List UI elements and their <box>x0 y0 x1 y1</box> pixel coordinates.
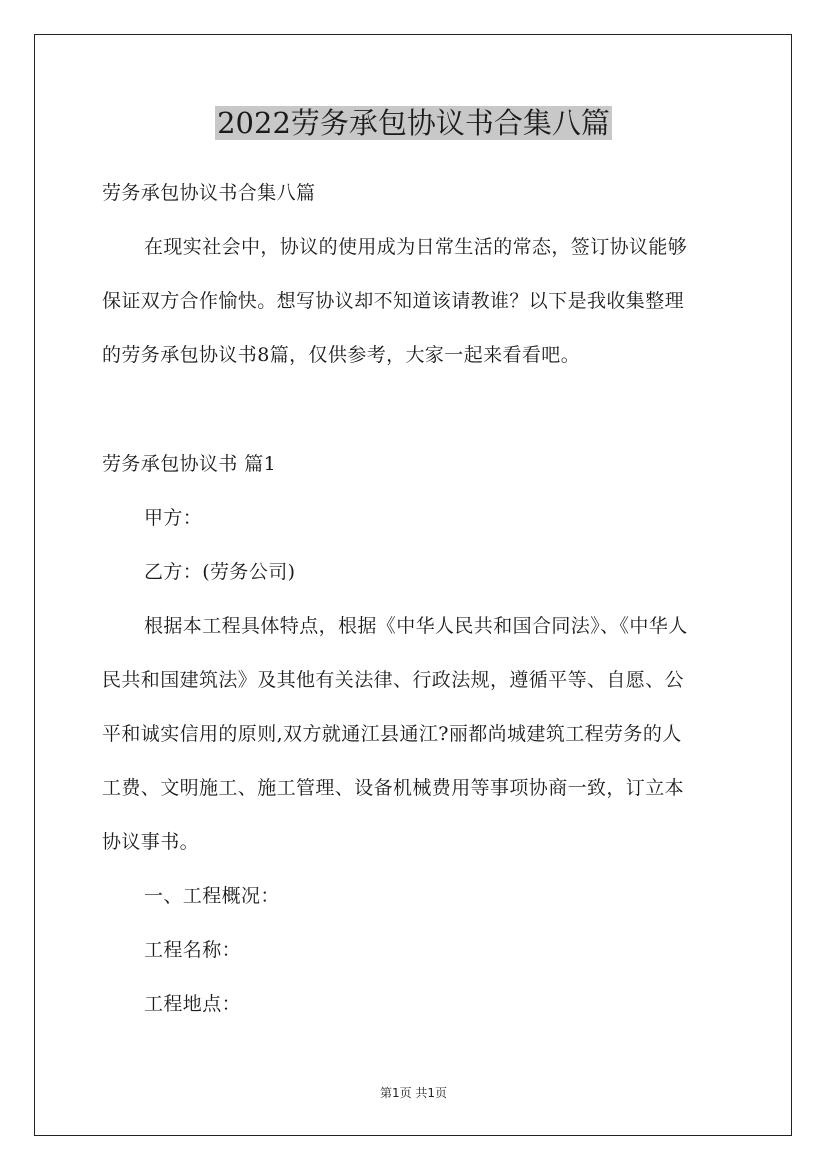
document-subtitle: 劳务承包协议书合集八篇 <box>102 182 316 204</box>
body-line-1: 根据本工程具体特点，根据《中华人民共和国合同法》、《中华人 <box>144 615 688 637</box>
project-name-line: 工程名称： <box>144 939 242 961</box>
body-line-5: 协议事书。 <box>102 831 200 853</box>
clause-1-heading: 一、工程概况： <box>144 885 280 907</box>
intro-line-3: 的劳务承包协议书8篇，仅供参考，大家一起来看看吧。 <box>102 344 581 366</box>
document-title <box>0 104 827 142</box>
intro-line-1: 在现实社会中，协议的使用成为日常生活的常态，签订协议能够 <box>144 236 688 258</box>
party-b-line: 乙方：(劳务公司) <box>144 561 296 583</box>
body-line-4: 工费、文明施工、施工管理、设备机械费用等事项协商一致，订立本 <box>102 777 685 799</box>
intro-line-2: 保证双方合作愉快。想写协议却不知道该请教谁？以下是我收集整理 <box>102 290 685 312</box>
party-a-line: 甲方： <box>144 507 203 529</box>
section-1-heading: 劳务承包协议书 篇1 <box>102 453 277 475</box>
body-line-2: 民共和国建筑法》及其他有关法律、行政法规，遵循平等、自愿、公 <box>102 669 685 691</box>
project-location-line: 工程地点： <box>144 993 242 1015</box>
body-line-3: 平和诚实信用的原则,双方就通江县通江?丽都尚城建筑工程劳务的人 <box>102 723 682 745</box>
page-footer: 第1页 共1页 <box>379 1086 448 1100</box>
document-title-text: 2022劳务承包协议书合集八篇 <box>217 106 610 140</box>
